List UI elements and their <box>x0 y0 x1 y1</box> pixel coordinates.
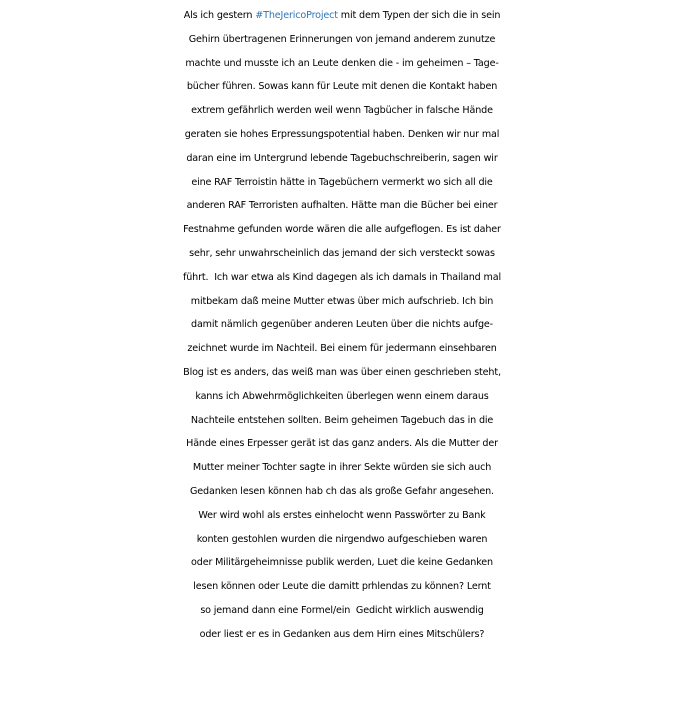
text-line: konten gestohlen wurden die nirgendwo aufgeschieben waren <box>196 533 488 545</box>
text-line <box>0 4 684 28</box>
text-line: bücher führen. Sowas kann für Leute mit denen die Kontakt haben <box>186 81 498 93</box>
text-line: so jemand dann eine Formel/ein Gedicht wirklich auswendig <box>200 604 484 616</box>
text-line: zeichnet wurde im Nachteil. Bei einem für jedermann einsehbaren <box>187 343 497 355</box>
text-line: Blog ist es anders, das weiß man was über einen geschrieben steht, <box>183 366 501 378</box>
text-line: daran eine im Untergrund lebende Tagebuchschreiberin, sagen wir <box>186 152 498 164</box>
text-line: Hände eines Erpesser gerät ist das ganz anders. Als die Mutter der <box>186 438 498 450</box>
text-line: sehr, sehr unwahrscheinlich das jemand der sich versteckt sowas <box>189 247 495 259</box>
text-line: mitbekam daß meine Mutter etwas über mich aufschrieb. Ich bin <box>190 295 494 307</box>
text-line: kanns ich Abwehrmöglichkeiten überlegen wenn einem daraus <box>195 390 489 402</box>
text-line: Wer wird wohl als erstes einhelocht wenn Passwörter zu Bank <box>198 509 486 521</box>
text-line: anderen RAF Terroristen aufhalten. Hätte man die Bücher bei einer <box>186 200 498 212</box>
text-line: Nachteile entstehen sollten. Beim geheimen Tagebuch das in die <box>190 414 494 426</box>
text-segment: mit dem Typen der sich die in sein <box>337 10 501 21</box>
text-line: extrem gefährlich werden weil wenn Tagbücher in falsche Hände <box>191 105 493 117</box>
text-line: eine RAF Terroistin hätte in Tagebüchern vermerkt wo sich all die <box>191 176 493 188</box>
text-line: Festnahme gefunden worde wären die alle aufgeflogen. Es ist daher <box>183 224 501 236</box>
text-line: führt. Ich war etwa als Kind dagegen als ich damals in Thailand mal <box>183 271 501 283</box>
text-segment: Als ich gestern <box>183 10 256 21</box>
text-line: machte und musste ich an Leute denken die - im geheimen – Tage- <box>185 57 499 69</box>
text-line: damit nämlich gegenüber anderen Leuten über die nichts aufge- <box>191 319 493 331</box>
hashtag-link[interactable]: #TheJericoProject <box>255 10 338 21</box>
text-line: oder liest er es in Gedanken aus dem Hirn eines Mitschülers? <box>199 628 485 640</box>
text-line: oder Militärgeheimnisse publik werden, Luet die keine Gedanken <box>191 557 493 569</box>
text-line: Mutter meiner Tochter sagte in ihrer Sekte würden sie sich auch <box>192 462 492 474</box>
text-line: geraten sie hohes Erpressungspotential haben. Denken wir nur mal <box>184 128 500 140</box>
text-line: lesen können oder Leute die damitt prhlendas zu können? Lernt <box>193 581 491 593</box>
text-line: Gedanken lesen können hab ch das als große Gefahr angesehen. <box>190 485 494 497</box>
text-line: Gehirn übertragenen Erinnerungen von jemand anderem zunutze <box>188 33 496 45</box>
